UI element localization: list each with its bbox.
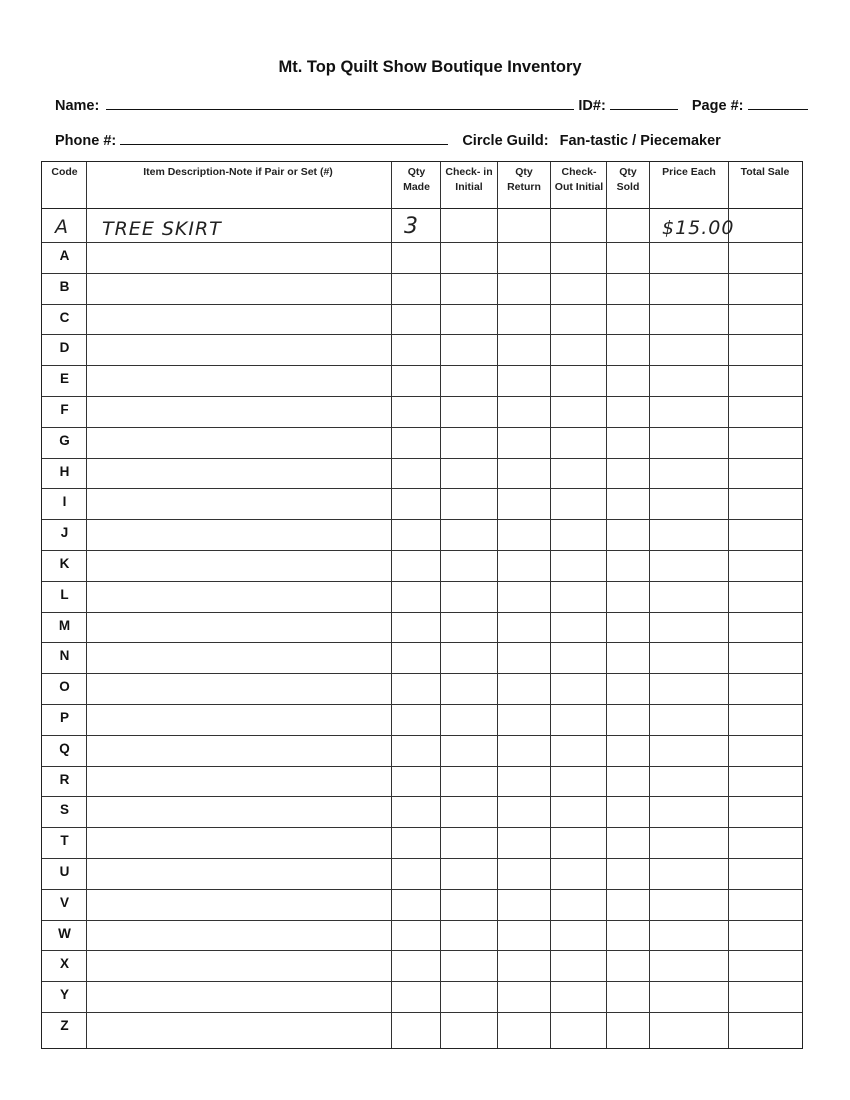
row-code-p: P <box>59 710 69 725</box>
row-divider <box>42 735 802 736</box>
phone-field[interactable] <box>120 130 448 145</box>
page-field[interactable] <box>748 95 808 110</box>
row-divider <box>42 858 802 859</box>
row-divider <box>42 273 802 274</box>
row-code-w: W <box>58 925 71 941</box>
phone-label: Phone #: <box>55 133 117 149</box>
row-code-u: U <box>59 864 70 879</box>
row-divider <box>42 796 802 797</box>
name-label: Name: <box>55 98 100 114</box>
row-divider <box>42 550 802 551</box>
id-field[interactable] <box>610 95 678 110</box>
header-check-in: Check- in Initial <box>445 166 493 193</box>
row-divider <box>42 704 802 705</box>
row-divider <box>42 673 802 674</box>
row-divider <box>42 1012 802 1013</box>
row-code-d: D <box>59 340 70 356</box>
row-code-g: G <box>59 432 70 448</box>
row-code-v: V <box>59 894 69 910</box>
row-divider <box>42 488 802 489</box>
row-code-n: N <box>59 648 70 664</box>
header-total-sale: Total Sale <box>740 166 790 178</box>
header-qty-return: Qty Return <box>507 166 541 193</box>
row-code-o: O <box>59 679 70 695</box>
header-check-out: Check- Out Initial <box>554 166 604 193</box>
id-label: ID#: <box>578 98 606 114</box>
row-code-m: M <box>58 617 71 633</box>
row-code-j: J <box>60 525 69 541</box>
row-divider <box>42 581 802 582</box>
row-code-x: X <box>59 956 69 972</box>
header-code: Code <box>51 166 78 178</box>
row-code-c: C <box>59 309 70 325</box>
row-code-e: E <box>59 371 69 387</box>
row-divider <box>42 612 802 613</box>
guild-option-fantastic[interactable]: Fan-tastic <box>559 133 629 149</box>
row-divider <box>42 427 802 428</box>
row-divider <box>42 827 802 828</box>
row-divider <box>42 304 802 305</box>
row-divider <box>42 365 802 366</box>
form-title: Mt. Top Quilt Show Boutique Inventory <box>278 58 582 76</box>
phone-row <box>55 130 721 149</box>
row-divider <box>42 396 802 397</box>
inventory-table <box>41 161 803 1049</box>
row-divider <box>42 889 802 890</box>
header-price-each: Price Each <box>662 166 716 178</box>
row-divider <box>42 920 802 921</box>
row-divider <box>42 950 802 951</box>
name-field[interactable] <box>106 95 574 110</box>
row-code-f: F <box>60 402 69 417</box>
row-code-b: B <box>59 278 70 294</box>
entry-code[interactable]: A <box>55 216 69 238</box>
name-row <box>55 95 808 114</box>
entry-description[interactable]: TREE SKIRT <box>102 218 222 240</box>
row-code-t: T <box>60 833 69 849</box>
row-code-i: I <box>62 494 67 510</box>
row-divider <box>42 334 802 335</box>
row-code-s: S <box>59 802 69 818</box>
row-code-k: K <box>59 556 70 571</box>
row-divider <box>42 458 802 459</box>
guild-separator: / <box>632 133 637 149</box>
row-code-a: A <box>59 248 70 263</box>
guild-label: Circle Guild: <box>462 133 549 149</box>
page-label: Page #: <box>691 98 744 114</box>
entry-qty-made[interactable]: 3 <box>404 214 419 239</box>
entry-price-each[interactable]: $15.00 <box>662 217 735 239</box>
row-code-r: R <box>59 771 70 787</box>
row-code-y: Y <box>59 987 69 1003</box>
row-divider <box>42 519 802 520</box>
header-description: Item Description-Note if Pair or Set (#) <box>143 166 333 178</box>
guild-option-piecemaker[interactable]: Piecemaker <box>640 133 721 149</box>
row-divider <box>42 766 802 767</box>
row-code-q: Q <box>59 740 70 756</box>
row-code-h: H <box>59 463 70 479</box>
header-qty-made: Qty Made <box>403 166 430 193</box>
header-qty-sold: Qty Sold <box>616 166 640 193</box>
row-divider <box>42 981 802 982</box>
table-header <box>42 162 802 209</box>
row-code-z: Z <box>60 1018 69 1033</box>
row-divider <box>42 642 802 643</box>
row-code-l: L <box>60 586 69 602</box>
